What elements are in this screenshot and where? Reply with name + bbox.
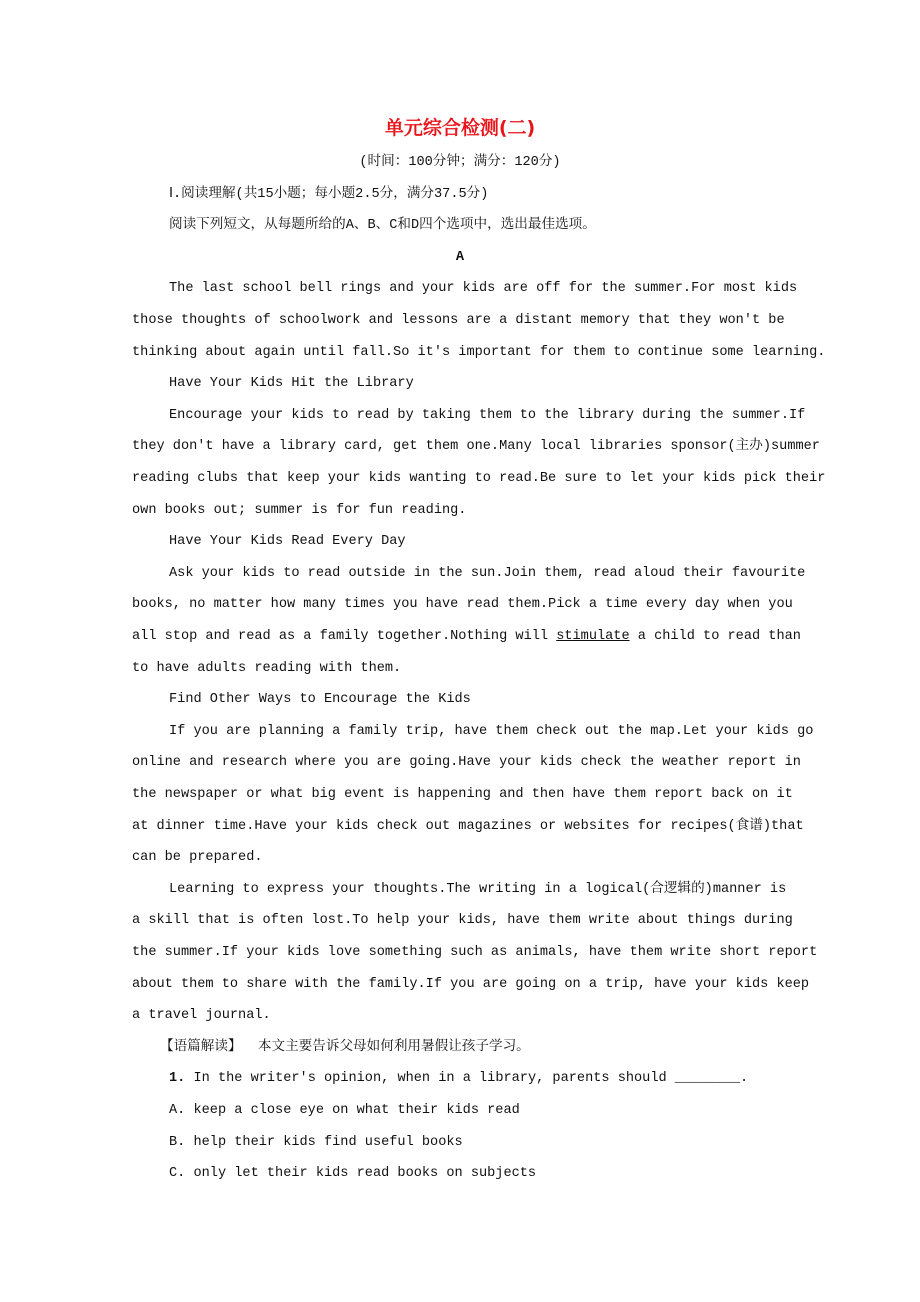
question-number: 1.: [169, 1071, 186, 1087]
paragraph-line: can be prepared.: [132, 850, 263, 866]
paragraph-line: If you are planning a family trip, have them check out the map.Let your kids go: [169, 723, 814, 739]
passage-subheading: Have Your Kids Hit the Library: [169, 376, 414, 392]
instructions: 阅读下列短文，从每题所给的A、B、C和D四个选项中，选出最佳选项。: [169, 218, 596, 234]
paragraph-line: reading clubs that keep your kids wanting to read.Be sure to let your kids pick their: [132, 471, 826, 486]
passage-subheading: Find Other Ways to Encourage the Kids: [169, 692, 471, 708]
paragraph-line: own books out; summer is for fun reading.: [132, 502, 467, 518]
paragraph-line: The last school bell rings and your kids are off for the summer.For most kids: [169, 281, 798, 297]
answer-option: A. keep a close eye on what their kids read: [169, 1103, 520, 1118]
paragraph-line: [132, 628, 801, 646]
text-segment: all stop and read as a family together.Nothing will: [132, 629, 557, 644]
paragraph-line: Ask your kids to read outside in the sun.Join them, read aloud their favourite: [169, 565, 806, 581]
paragraph-line: the summer.If your kids love something such as animals, have them write short report: [132, 945, 818, 960]
passage-subheading: Have Your Kids Read Every Day: [169, 534, 406, 550]
analysis-text: 本文主要告诉父母如何利用暑假让孩子学习。: [257, 1039, 530, 1055]
paragraph-line: about them to share with the family.If you are going on a trip, have your kids keep: [132, 976, 810, 992]
section-heading: Ⅰ.阅读理解(共15小题；每小题2.5分，满分37.5分): [169, 186, 489, 202]
analysis-label: 【语篇解读】: [160, 1039, 242, 1055]
paragraph-line: a travel journal.: [132, 1008, 271, 1024]
paragraph-line: online and research where you are going.Have your kids check the weather report in: [132, 755, 801, 771]
answer-option: C. only let their kids read books on subjects: [169, 1166, 537, 1182]
underlined-word: stimulate: [556, 629, 630, 644]
passage-label: A: [455, 249, 465, 265]
paragraph-line: a skill that is often lost.To help your kids, have them write about things during: [132, 913, 793, 929]
paragraph-line: those thoughts of schoolwork and lessons are a distant memory that they won't be: [132, 313, 785, 328]
text-segment: a child to read than: [629, 629, 801, 644]
paragraph-line: to have adults reading with them.: [132, 660, 402, 676]
passage-analysis: [160, 1039, 530, 1057]
paragraph-line: they don't have a library card, get them one.Many local libraries sponsor(主办)summer: [132, 439, 820, 455]
document-title: 单元综合检测(二): [384, 117, 536, 139]
paragraph-line: thinking about again until fall.So it's important for them to continue some learning.: [132, 344, 826, 360]
paragraph-line: Encourage your kids to read by taking them to the library during the summer.If: [169, 407, 806, 423]
paragraph-line: at dinner time.Have your kids check out magazines or websites for recipes(食谱)that: [132, 818, 804, 834]
answer-option: B. help their kids find useful books: [169, 1134, 463, 1150]
question-text: In the writer's opinion, when in a library, parents should ________.: [193, 1071, 749, 1087]
question-stem: [169, 1070, 748, 1088]
exam-time-score: (时间：100分钟；满分：120分): [359, 155, 561, 170]
paragraph-line: the newspaper or what big event is happening and then have them report back on it: [132, 787, 793, 802]
paragraph-line: Learning to express your thoughts.The writing in a logical(合逻辑的)manner is: [169, 881, 787, 897]
paragraph-line: books, no matter how many times you have read them.Pick a time every day when you: [132, 597, 793, 613]
